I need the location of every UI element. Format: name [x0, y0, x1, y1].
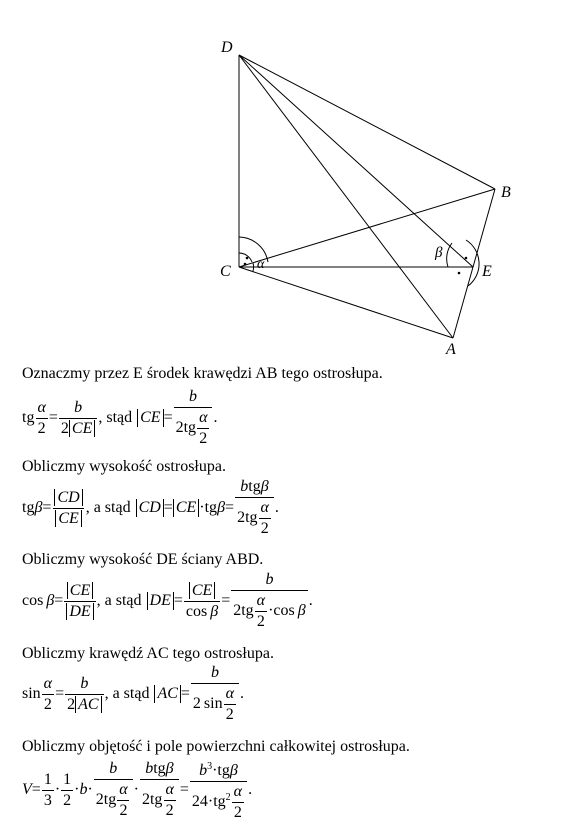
text-line-2: Obliczmy wysokość ostrosłupa. [22, 458, 226, 475]
label-D: D [221, 39, 233, 56]
fn-sin: sin [22, 685, 41, 702]
formula-sin-alpha: sin $\frac{\alpha}{2}$ = $\frac{b}{2 AC}$ , a stąd AC = b 2 sin $\frac{\alpha}{2}$ . [22, 664, 244, 723]
digit-2: 2 [119, 802, 128, 819]
fn-cos: cos [22, 592, 44, 609]
digit-2: 2 [141, 791, 150, 809]
word-stad: , stąd [98, 409, 133, 426]
label-C: C [220, 263, 231, 280]
sym-alpha: α [225, 685, 234, 702]
sym-beta: β [34, 499, 43, 516]
digit-2: 2 [260, 520, 269, 537]
fn-tg: tg [149, 791, 163, 809]
digit-2: 2 [37, 419, 46, 437]
fn-tg: tg [22, 409, 35, 426]
word-a-stad: , a stąd [96, 592, 142, 609]
digit-2: 2 [256, 613, 265, 630]
fn-cos: cos [185, 602, 208, 620]
sym-beta: β [229, 762, 238, 779]
digit-2: 2 [67, 695, 76, 713]
label-E: E [482, 263, 492, 280]
digit-2: 2 [237, 509, 246, 527]
digit-1: 1 [43, 770, 52, 788]
sym-beta: β [260, 478, 269, 495]
text-line-5: Obliczmy objętość i pole powierzchni całkowitej ostrosłupa. [22, 738, 410, 755]
exp-2: 2 [225, 792, 231, 804]
label-A: A [446, 341, 456, 358]
digit-2: 2 [233, 804, 242, 821]
pyramid-figure [0, 0, 562, 365]
fn-tg: tg [241, 602, 254, 620]
sym-alpha: α [199, 409, 208, 426]
label-B: B [501, 184, 511, 201]
digit-2: 2 [192, 695, 201, 713]
number-24: 24 [191, 793, 208, 811]
digit-2: 2 [199, 430, 208, 447]
fn-tg: tg [204, 499, 218, 516]
fn-tg: tg [22, 499, 35, 516]
fn-tg: tg [183, 419, 197, 437]
text-line-3: Obliczmy wysokość DE ściany ABD. [22, 551, 264, 568]
fn-sin: sin [203, 695, 223, 713]
fn-tg: tg [103, 791, 117, 809]
sym-alpha: α [37, 398, 46, 416]
sym-alpha: α [260, 499, 269, 516]
digit-2: 2 [63, 791, 72, 809]
text-line-1: Oznaczmy przez E środek krawędzi AB tego ostrosłupa. [22, 365, 383, 382]
angle-beta: β [435, 245, 443, 261]
pyramid-diagram [0, 0, 562, 365]
sym-alpha: α [43, 674, 53, 692]
digit-2: 2 [233, 602, 242, 620]
formula-tg-beta: tg β = $\frac{CD}{CE}$ , a stąd CD = CE · tg β = btgβ 2tg $\frac{\alpha}{2}$ . [22, 478, 279, 537]
fn-tg: tg [213, 793, 226, 811]
formula-volume: V = $\frac{1}{3}$ · $\frac{1}{2}$ · b · b 2tg $\frac{\alpha}{2}$ · btgβ 2tg $\frac{\alpha}{2}$ = $b^3\cdot tg\beta$ $24\cdot tg^2$ $\frac{\alpha}{2}$ . [22, 760, 253, 821]
angle-alpha: α [257, 257, 265, 272]
exp-3: 3 [207, 761, 213, 772]
digit-2: 2 [225, 706, 234, 723]
text-line-4: Obliczmy krawędź AC tego ostrosłupa. [22, 645, 274, 662]
sym-beta: β [297, 602, 306, 620]
sym-beta: β [217, 499, 226, 516]
sym-beta: β [46, 592, 55, 609]
sym-alpha: α [256, 592, 266, 609]
word-a-stad: , a stąd [104, 685, 150, 702]
sym-beta: β [165, 760, 174, 777]
fn-tg: tg [153, 760, 166, 777]
digit-3: 3 [43, 791, 52, 809]
fn-tg: tg [248, 478, 261, 495]
digit-2: 2 [43, 695, 52, 713]
formula-cos-beta: cos β = $\frac{CE}{DE}$ , a stąd DE = $\frac{CE}{\text{cos β}}$ = b 2tg $\frac{\alpha}{2}$ ·cos β . [22, 571, 313, 630]
fn-tg: tg [245, 509, 258, 527]
sym-beta: β [210, 602, 219, 620]
formula-tg-alpha: tg $\frac{\alpha}{2}$ = $\frac{b}{2 CE}$ , stąd CE = b 2tg $\frac{\alpha}{2}$ . [22, 388, 218, 447]
digit-2: 2 [95, 791, 104, 809]
word-a-stad: , a stąd [85, 499, 131, 516]
sym-alpha: α [233, 783, 243, 800]
digit-2: 2 [175, 419, 184, 437]
fn-cos: cos [273, 602, 295, 620]
sym-alpha: α [165, 781, 174, 798]
digit-2: 2 [60, 419, 69, 437]
fn-tg: tg [217, 762, 230, 779]
digit-1: 1 [63, 770, 72, 788]
sym-alpha: α [119, 781, 128, 798]
digit-2: 2 [165, 802, 174, 819]
